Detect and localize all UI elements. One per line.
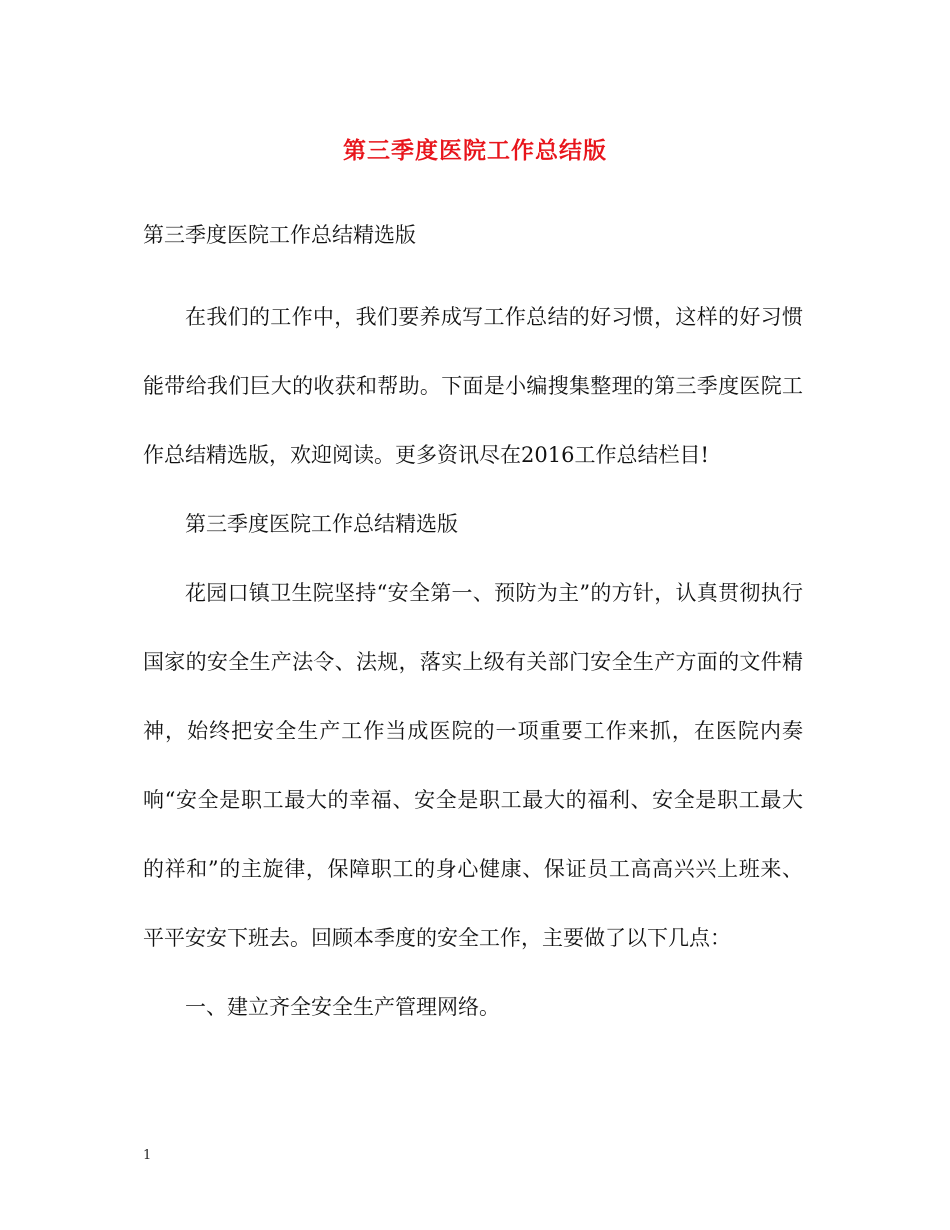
- document-body: [143, 283, 803, 1042]
- paragraph-main: 花园口镇卫生院坚持“安全第一、预防为主”的方针，认真贯彻执行国家的安全生产法令、法规，落实上级有关部门安全生产方面的文件精神，始终把安全生产工作当成医院的一项重要工作来抓，在医院内奏响“安全是职工最大的幸福、安全是职工最大的福利、安全是职工最大的祥和”的主旋律，保障职工的身心健康、保证员工高高兴兴上班来、平平安安下班去。回顾本季度的安全工作，主要做了以下几点：: [143, 581, 803, 950]
- paragraph-heading: 第三季度医院工作总结精选版: [185, 512, 458, 536]
- document-subtitle: 第三季度医院工作总结精选版: [143, 223, 416, 247]
- document-title: 第三季度医院工作总结版: [343, 137, 607, 164]
- paragraph-intro: 在我们的工作中，我们要养成写工作总结的好习惯，这样的好习惯能带给我们巨大的收获和帮助。下面是小编搜集整理的第三季度医院工作总结精选版，欢迎阅读。更多资讯尽在2016工作总结栏目!: [143, 305, 803, 467]
- page-number: 1: [143, 1148, 152, 1163]
- paragraph-section-heading: 一、建立齐全安全生产管理网络。: [185, 995, 500, 1019]
